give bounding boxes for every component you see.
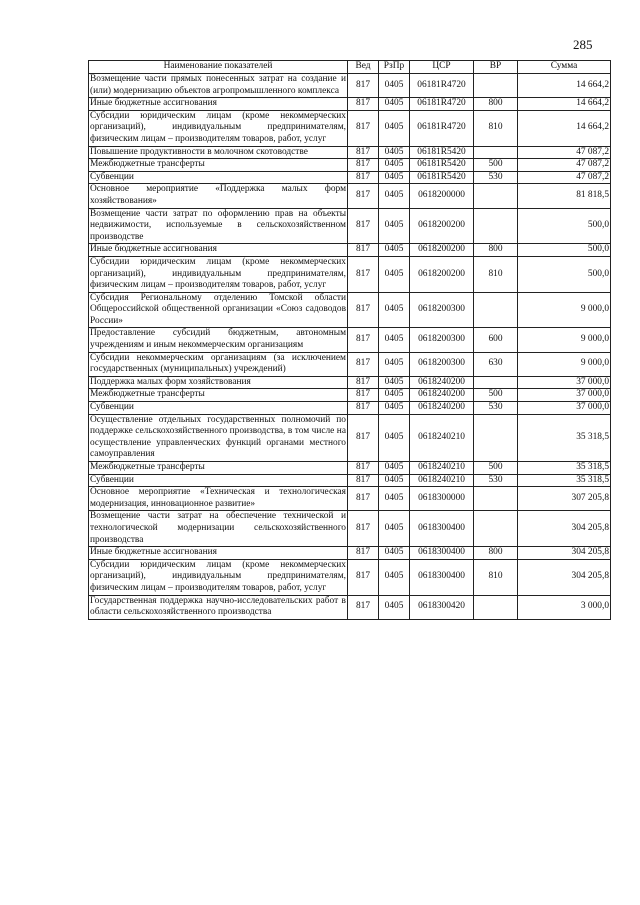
table-row — [89, 487, 611, 511]
cell-name: Иные бюджетные ассигнования — [89, 98, 348, 111]
table-row — [89, 462, 611, 475]
cell-csr: 0618200200 — [410, 244, 474, 257]
cell-csr: 06181R4720 — [410, 98, 474, 111]
table-row — [89, 389, 611, 402]
table-row — [89, 74, 611, 98]
cell-vr: 800 — [474, 547, 518, 560]
table-row — [89, 171, 611, 184]
cell-sum: 500,0 — [518, 244, 611, 257]
cell-ved: 817 — [348, 547, 379, 560]
cell-rzpr: 0405 — [379, 462, 410, 475]
header-sum: Сумма — [518, 61, 611, 74]
cell-vr: 630 — [474, 352, 518, 376]
cell-sum: 307 205,8 — [518, 487, 611, 511]
cell-vr: 810 — [474, 559, 518, 595]
cell-rzpr: 0405 — [379, 402, 410, 415]
cell-rzpr: 0405 — [379, 352, 410, 376]
table-row — [89, 110, 611, 146]
cell-vr — [474, 376, 518, 389]
cell-ved: 817 — [348, 74, 379, 98]
cell-csr: 0618200300 — [410, 352, 474, 376]
table-header-row — [89, 61, 611, 74]
cell-csr: 0618240200 — [410, 376, 474, 389]
table-row — [89, 559, 611, 595]
cell-name: Субвенции — [89, 402, 348, 415]
table-row — [89, 98, 611, 111]
cell-sum: 9 000,0 — [518, 292, 611, 328]
cell-csr: 06181R5420 — [410, 171, 474, 184]
cell-name: Субвенции — [89, 171, 348, 184]
cell-sum: 47 087,2 — [518, 146, 611, 159]
cell-sum: 81 818,5 — [518, 184, 611, 208]
cell-ved: 817 — [348, 474, 379, 487]
table-row — [89, 595, 611, 619]
cell-name: Субсидии юридическим лицам (кроме некоммерческих организаций), индивидуальным предпринимателям, физическим лицам – производителям товаров, работ, услуг — [89, 256, 348, 292]
cell-name: Возмещение части затрат на обеспечение технической и технологической модернизации сельскохозяйственного производства — [89, 511, 348, 547]
cell-rzpr: 0405 — [379, 146, 410, 159]
cell-rzpr: 0405 — [379, 184, 410, 208]
cell-vr: 530 — [474, 171, 518, 184]
cell-csr: 0618200000 — [410, 184, 474, 208]
cell-name: Возмещение части затрат по оформлению прав на объекты недвижимости, используемые в сельскохозяйственном производстве — [89, 208, 348, 244]
cell-sum: 35 318,5 — [518, 474, 611, 487]
cell-name: Возмещение части прямых понесенных затрат на создание и (или) модернизацию объектов агропромышленного комплекса — [89, 74, 348, 98]
cell-sum: 3 000,0 — [518, 595, 611, 619]
cell-ved: 817 — [348, 292, 379, 328]
cell-ved: 817 — [348, 171, 379, 184]
table-row — [89, 146, 611, 159]
cell-rzpr: 0405 — [379, 595, 410, 619]
table-row — [89, 328, 611, 352]
cell-rzpr: 0405 — [379, 292, 410, 328]
cell-rzpr: 0405 — [379, 171, 410, 184]
cell-sum: 304 205,8 — [518, 547, 611, 560]
cell-sum: 500,0 — [518, 208, 611, 244]
cell-ved: 817 — [348, 208, 379, 244]
cell-rzpr: 0405 — [379, 328, 410, 352]
cell-sum: 35 318,5 — [518, 462, 611, 475]
cell-sum: 14 664,2 — [518, 74, 611, 98]
cell-vr — [474, 184, 518, 208]
cell-name: Осуществление отдельных государственных полномочий по поддержке сельскохозяйственного производства, в том числе на осуществление управленческих функций органами местного самоуправления — [89, 414, 348, 461]
cell-rzpr: 0405 — [379, 98, 410, 111]
cell-vr: 530 — [474, 474, 518, 487]
cell-rzpr: 0405 — [379, 208, 410, 244]
cell-name: Субвенции — [89, 474, 348, 487]
table-row — [89, 414, 611, 461]
cell-csr: 0618200200 — [410, 208, 474, 244]
cell-ved: 817 — [348, 511, 379, 547]
cell-name: Иные бюджетные ассигнования — [89, 547, 348, 560]
header-csr: ЦСР — [410, 61, 474, 74]
cell-rzpr: 0405 — [379, 110, 410, 146]
cell-rzpr: 0405 — [379, 547, 410, 560]
cell-csr: 0618300420 — [410, 595, 474, 619]
table-row — [89, 402, 611, 415]
table-row — [89, 159, 611, 172]
cell-vr: 500 — [474, 389, 518, 402]
table-row — [89, 208, 611, 244]
cell-name: Межбюджетные трансферты — [89, 462, 348, 475]
cell-vr — [474, 74, 518, 98]
cell-ved: 817 — [348, 462, 379, 475]
cell-csr: 0618200300 — [410, 292, 474, 328]
cell-csr: 06181R5420 — [410, 146, 474, 159]
table-row — [89, 352, 611, 376]
cell-name: Поддержка малых форм хозяйствования — [89, 376, 348, 389]
header-ved: Вед — [348, 61, 379, 74]
cell-vr — [474, 511, 518, 547]
cell-sum: 37 000,0 — [518, 376, 611, 389]
table-row — [89, 474, 611, 487]
cell-name: Основное мероприятие «Поддержка малых форм хозяйствования» — [89, 184, 348, 208]
cell-csr: 0618240210 — [410, 474, 474, 487]
cell-sum: 37 000,0 — [518, 402, 611, 415]
cell-csr: 0618300400 — [410, 559, 474, 595]
cell-name: Государственная поддержка научно-исследовательских работ в области сельскохозяйственного производства — [89, 595, 348, 619]
cell-ved: 817 — [348, 146, 379, 159]
cell-vr: 800 — [474, 98, 518, 111]
cell-ved: 817 — [348, 98, 379, 111]
cell-ved: 817 — [348, 389, 379, 402]
cell-csr: 0618200200 — [410, 256, 474, 292]
cell-rzpr: 0405 — [379, 256, 410, 292]
cell-name: Субсидии юридическим лицам (кроме некоммерческих организаций), индивидуальным предпринимателям, физическим лицам – производителям товаров, работ, услуг — [89, 559, 348, 595]
cell-csr: 06181R5420 — [410, 159, 474, 172]
table-row — [89, 184, 611, 208]
cell-sum: 500,0 — [518, 256, 611, 292]
cell-sum: 304 205,8 — [518, 511, 611, 547]
cell-rzpr: 0405 — [379, 511, 410, 547]
cell-vr: 810 — [474, 110, 518, 146]
table-row — [89, 376, 611, 389]
cell-sum: 14 664,2 — [518, 110, 611, 146]
cell-ved: 817 — [348, 159, 379, 172]
cell-name: Межбюджетные трансферты — [89, 159, 348, 172]
cell-sum: 37 000,0 — [518, 389, 611, 402]
cell-vr: 500 — [474, 159, 518, 172]
table-row — [89, 511, 611, 547]
cell-rzpr: 0405 — [379, 389, 410, 402]
table-row — [89, 244, 611, 257]
header-vr: ВР — [474, 61, 518, 74]
page-number: 285 — [573, 37, 593, 52]
cell-ved: 817 — [348, 244, 379, 257]
table-row — [89, 292, 611, 328]
cell-vr — [474, 595, 518, 619]
cell-vr — [474, 487, 518, 511]
cell-vr: 530 — [474, 402, 518, 415]
cell-vr — [474, 414, 518, 461]
cell-csr: 0618240200 — [410, 402, 474, 415]
cell-ved: 817 — [348, 402, 379, 415]
cell-csr: 0618240210 — [410, 462, 474, 475]
cell-ved: 817 — [348, 256, 379, 292]
cell-ved: 817 — [348, 414, 379, 461]
budget-table — [88, 60, 611, 620]
cell-ved: 817 — [348, 110, 379, 146]
cell-csr: 0618240210 — [410, 414, 474, 461]
cell-csr: 06181R4720 — [410, 110, 474, 146]
cell-sum: 47 087,2 — [518, 159, 611, 172]
cell-csr: 06181R4720 — [410, 74, 474, 98]
cell-name: Повышение продуктивности в молочном скотоводстве — [89, 146, 348, 159]
cell-ved: 817 — [348, 352, 379, 376]
cell-ved: 817 — [348, 184, 379, 208]
cell-ved: 817 — [348, 328, 379, 352]
cell-ved: 817 — [348, 559, 379, 595]
cell-csr: 0618300000 — [410, 487, 474, 511]
cell-vr: 800 — [474, 244, 518, 257]
cell-rzpr: 0405 — [379, 559, 410, 595]
cell-vr: 810 — [474, 256, 518, 292]
cell-vr: 600 — [474, 328, 518, 352]
cell-sum: 304 205,8 — [518, 559, 611, 595]
cell-vr — [474, 292, 518, 328]
cell-rzpr: 0405 — [379, 376, 410, 389]
table-row — [89, 547, 611, 560]
cell-rzpr: 0405 — [379, 474, 410, 487]
cell-sum: 9 000,0 — [518, 328, 611, 352]
cell-name: Предоставление субсидий бюджетным, автономным учреждениям и иным некоммерческим организациям — [89, 328, 348, 352]
cell-name: Межбюджетные трансферты — [89, 389, 348, 402]
table-row — [89, 256, 611, 292]
header-name: Наименование показателей — [89, 61, 348, 74]
cell-ved: 817 — [348, 376, 379, 389]
cell-rzpr: 0405 — [379, 487, 410, 511]
cell-csr: 0618240200 — [410, 389, 474, 402]
header-rzpr: РзПр — [379, 61, 410, 74]
cell-vr — [474, 208, 518, 244]
cell-sum: 47 087,2 — [518, 171, 611, 184]
cell-rzpr: 0405 — [379, 159, 410, 172]
cell-rzpr: 0405 — [379, 74, 410, 98]
cell-name: Иные бюджетные ассигнования — [89, 244, 348, 257]
cell-ved: 817 — [348, 595, 379, 619]
cell-name: Основное мероприятие «Техническая и технологическая модернизация, инновационное развитие» — [89, 487, 348, 511]
cell-csr: 0618200300 — [410, 328, 474, 352]
cell-name: Субсидии некоммерческим организациям (за исключением государственных (муниципальных) учреждений) — [89, 352, 348, 376]
cell-sum: 14 664,2 — [518, 98, 611, 111]
cell-csr: 0618300400 — [410, 547, 474, 560]
cell-vr: 500 — [474, 462, 518, 475]
cell-ved: 817 — [348, 487, 379, 511]
cell-vr — [474, 146, 518, 159]
cell-csr: 0618300400 — [410, 511, 474, 547]
cell-sum: 35 318,5 — [518, 414, 611, 461]
cell-name: Субсидии юридическим лицам (кроме некоммерческих организаций), индивидуальным предпринимателям, физическим лицам – производителям товаров, работ, услуг — [89, 110, 348, 146]
cell-sum: 9 000,0 — [518, 352, 611, 376]
cell-rzpr: 0405 — [379, 244, 410, 257]
cell-name: Субсидия Региональному отделению Томской области Общероссийской общественной организации «Союз садоводов России» — [89, 292, 348, 328]
cell-rzpr: 0405 — [379, 414, 410, 461]
